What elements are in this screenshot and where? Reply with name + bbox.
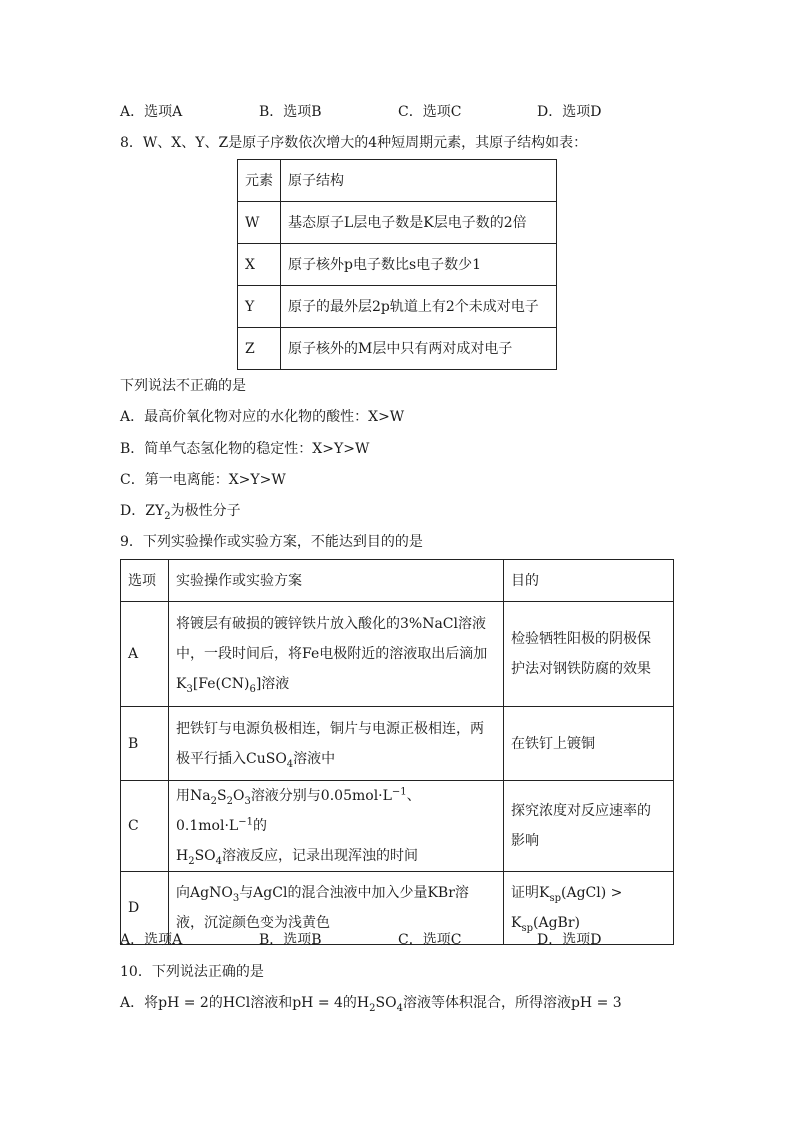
q9-stem: 9．下列实验操作或实验方案，不能达到目的的是 xyxy=(120,534,423,550)
q9-row-b-operation: 把铁钉与电源负极相连，铜片与电源正极相连，两 极平行插入CuSO$_4$溶液中 xyxy=(169,707,504,781)
q8-structure-z: 原子核外的M层中只有两对成对电子 xyxy=(281,328,557,370)
q8-element-w: W xyxy=(238,202,281,244)
q8-question: 下列说法不正确的是 xyxy=(120,378,246,394)
table-row xyxy=(238,202,557,244)
q8-element-x: X xyxy=(238,244,281,286)
table-row xyxy=(238,328,557,370)
q9-row-a-operation: 将镀层有破损的镀锌铁片放入酸化的3%NaCl溶液 中，一段时间后，将Fe电极附近的溶液取出后滴加 $K_3[Fe(CN)_6]$溶液 xyxy=(169,602,504,707)
q9-row-b-goal: 在铁钉上镀铜 xyxy=(504,707,674,781)
q9-row-b-label: B xyxy=(121,707,169,781)
q9-table xyxy=(120,559,674,945)
table-row xyxy=(121,781,674,872)
q9-header-operation: 实验操作或实验方案 xyxy=(169,560,504,602)
q9-option-c: C．选项C xyxy=(398,932,462,948)
q8-choice-a: A．最高价氧化物对应的水化物的酸性：X>W xyxy=(120,409,405,425)
table-row xyxy=(121,602,674,707)
table-header-row xyxy=(238,160,557,202)
q7-option-d: D．选项D xyxy=(537,104,602,120)
q9-row-a-goal: 检验牺牲阳极的阴极保 护法对钢铁防腐的效果 xyxy=(504,602,674,707)
q7-option-a: A．选项A xyxy=(120,104,183,120)
q8-structure-x: 原子核外p电子数比s电子数少1 xyxy=(281,244,557,286)
q9-row-d-label: D xyxy=(121,872,169,945)
q9-row-c-operation: 用$Na_2S_2O_3$溶液分别与$0.05mol\cdot L^{-1}$、$0.1mol\cdot L^{-1}$的 $H_2SO_4$溶液反应，记录出现浑浊的时间 xyxy=(169,781,504,872)
q9-option-a: A．选项A xyxy=(120,932,183,948)
table-header-row xyxy=(121,560,674,602)
q8-stem: 8．W、X、Y、Z是原子序数依次增大的4种短周期元素，其原子结构如表： xyxy=(120,135,588,151)
q9-options xyxy=(120,930,680,950)
q8-structure-y: 原子的最外层2p轨道上有2个未成对电子 xyxy=(281,286,557,328)
q7-options xyxy=(120,102,680,122)
table-row xyxy=(121,707,674,781)
table-row xyxy=(238,286,557,328)
q9-option-d: D．选项D xyxy=(537,932,602,948)
q8-structure-w: 基态原子L层电子数是K层电子数的2倍 xyxy=(281,202,557,244)
q8-choice-b: B．简单气态氢化物的稳定性：X>Y>W xyxy=(120,441,370,457)
q8-choice-d: D．$ZY_2$为极性分子 xyxy=(120,503,241,522)
q9-row-d-operation: 向AgNO$_3$与AgCl的混合浊液中加入少量KBr溶 液，沉淀颜色变为浅黄色 xyxy=(169,872,504,945)
q8-element-z: Z xyxy=(238,328,281,370)
q9-header-option: 选项 xyxy=(121,560,169,602)
q8-header-structure: 原子结构 xyxy=(281,160,557,202)
q7-option-b: B．选项B xyxy=(259,104,322,120)
table-row xyxy=(238,244,557,286)
q10-choice-a: A．将pH = 2的HCl溶液和pH = 4的$H_2SO_4$溶液等体积混合，所得溶液pH = 3 xyxy=(120,995,622,1014)
q9-header-goal: 目的 xyxy=(504,560,674,602)
q10-stem: 10．下列说法正确的是 xyxy=(120,964,264,980)
q8-header-element: 元素 xyxy=(238,160,281,202)
q9-row-c-label: C xyxy=(121,781,169,872)
q7-option-c: C．选项C xyxy=(398,104,462,120)
q9-row-d-goal: 证明$K_{sp}(AgCl)$ > $K_{sp}(AgBr)$ xyxy=(504,872,674,945)
q8-element-y: Y xyxy=(238,286,281,328)
q9-option-b: B．选项B xyxy=(259,932,322,948)
q8-table xyxy=(237,159,557,370)
q8-choice-c: C．第一电离能：X>Y>W xyxy=(120,472,286,488)
q9-row-c-goal: 探究浓度对反应速率的 影响 xyxy=(504,781,674,872)
q9-row-a-label: A xyxy=(121,602,169,707)
